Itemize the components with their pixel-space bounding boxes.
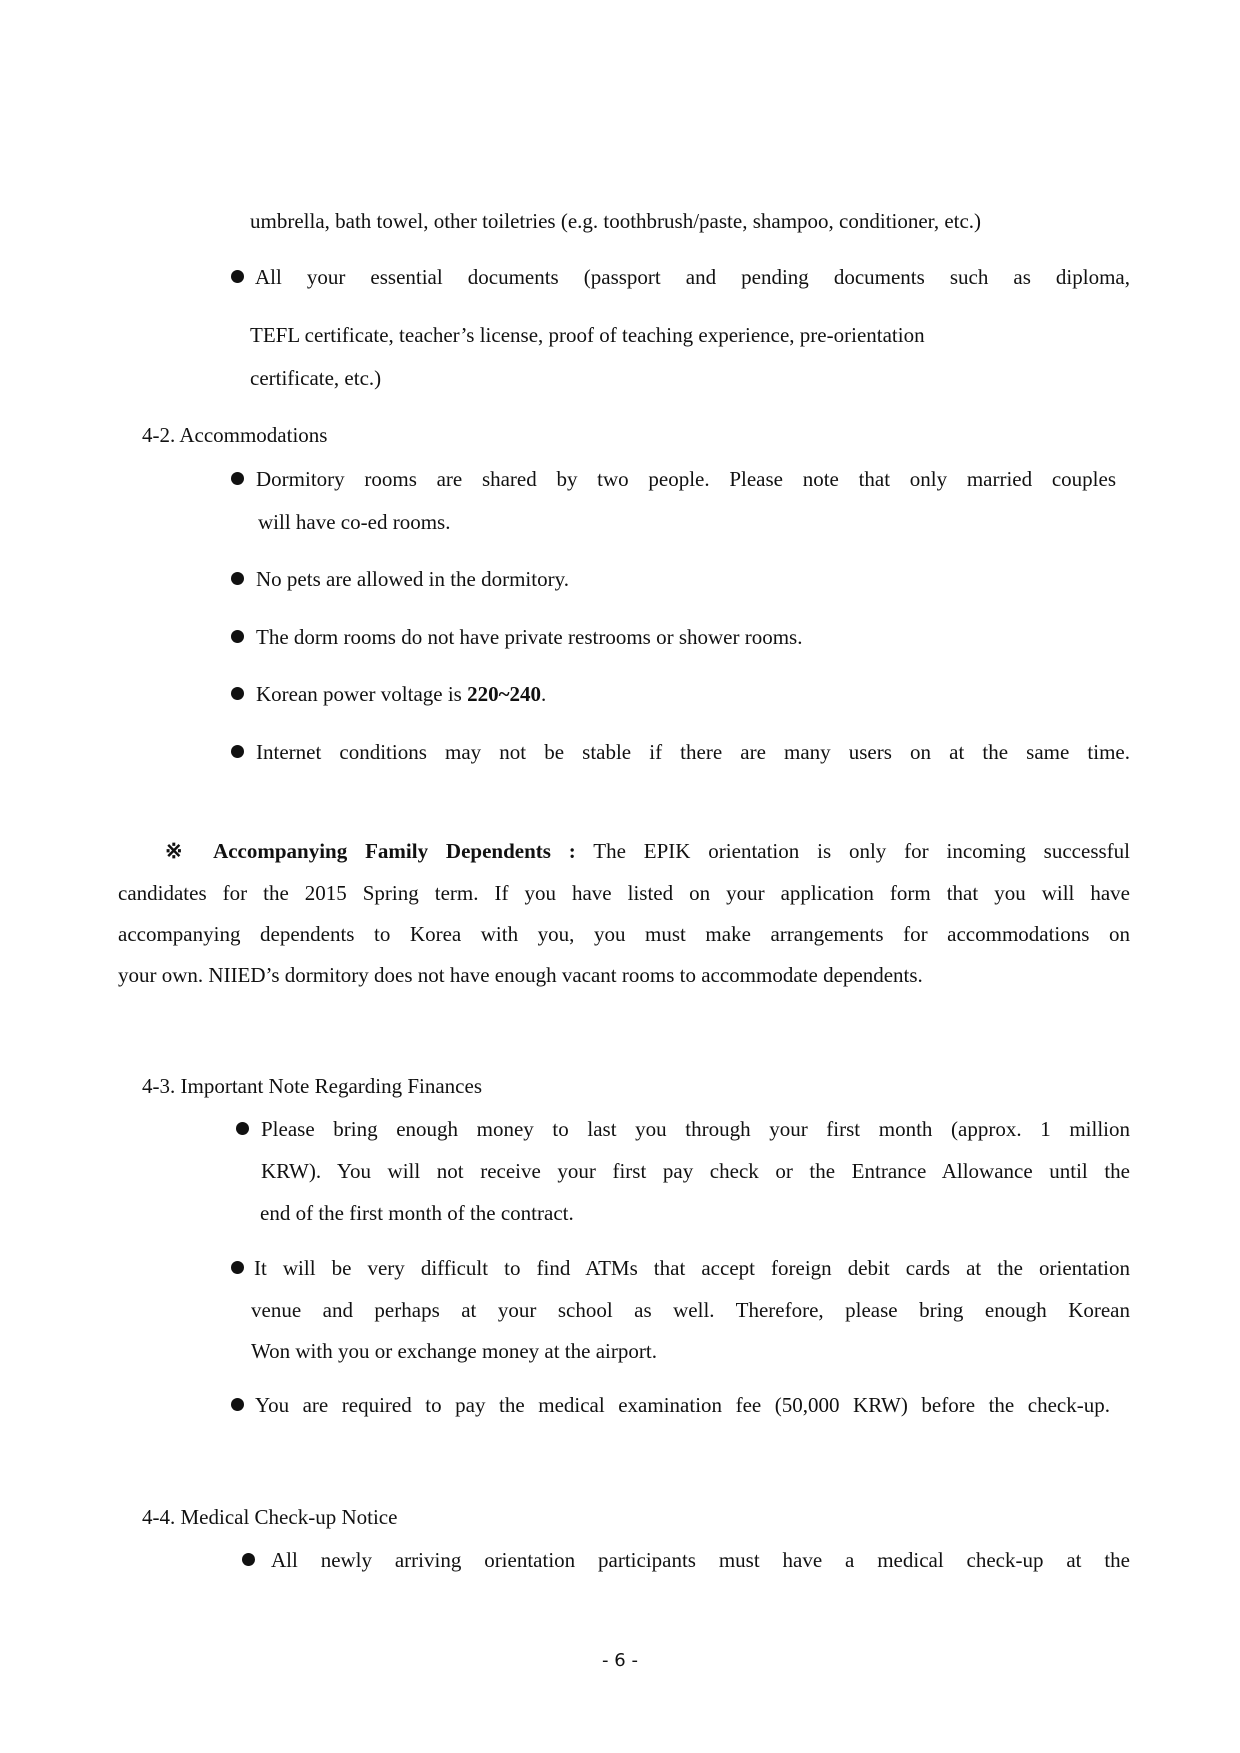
note-line xyxy=(165,839,1130,863)
note-line: accompanying dependents to Korea with you, you must make arrangements for accommodations on xyxy=(118,922,1130,946)
list-item-text: Please bring enough money to last you through your first month (approx. 1 million xyxy=(261,1117,1130,1141)
bullet-icon xyxy=(231,1398,244,1411)
bullet-icon xyxy=(231,745,244,758)
list-item-text: will have co-ed rooms. xyxy=(258,510,451,534)
list-item-text: It will be very difficult to find ATMs that accept foreign debit cards at the orientation xyxy=(254,1256,1130,1280)
list-item-text: No pets are allowed in the dormitory. xyxy=(256,567,569,591)
note-line: candidates for the 2015 Spring term. If you have listed on your application form that you will have xyxy=(118,881,1130,905)
voltage-value: 220~240 xyxy=(467,682,542,706)
note-line: your own. NIIED’s dormitory does not have enough vacant rooms to accommodate dependents. xyxy=(118,963,923,987)
section-heading: 4-3. Important Note Regarding Finances xyxy=(142,1074,482,1098)
bullet-icon xyxy=(231,472,244,485)
bullet-icon xyxy=(231,270,244,283)
list-item-text: TEFL certificate, teacher’s license, proof of teaching experience, pre-orientation xyxy=(250,323,925,347)
bullet-icon xyxy=(231,687,244,700)
text: The EPIK orientation is only for incoming successful xyxy=(575,839,1130,863)
list-item-text: Internet conditions may not be stable if there are many users on at the same time. xyxy=(256,740,1130,764)
bullet-icon xyxy=(242,1553,255,1566)
text: . xyxy=(541,682,547,706)
bullet-icon xyxy=(231,630,244,643)
section-heading: 4-4. Medical Check-up Notice xyxy=(142,1505,398,1529)
list-item-text: You are required to pay the medical examination fee (50,000 KRW) before the check-up. xyxy=(255,1393,1110,1417)
list-item-text: Dormitory rooms are shared by two people. Please note that only married couples xyxy=(256,467,1116,491)
page-number: - 6 - xyxy=(602,1650,638,1671)
reference-mark: ※ xyxy=(165,839,196,863)
list-item-text: All your essential documents (passport and pending documents such as diploma, xyxy=(255,265,1130,289)
bullet-icon xyxy=(231,1261,244,1274)
note-title: Accompanying Family Dependents : xyxy=(213,839,576,863)
list-item-text: The dorm rooms do not have private restrooms or shower rooms. xyxy=(256,625,803,649)
list-item-text: venue and perhaps at your school as well. Therefore, please bring enough Korean xyxy=(251,1298,1130,1322)
bullet-icon xyxy=(236,1122,249,1135)
bullet-icon xyxy=(231,572,244,585)
list-item-continuation: umbrella, bath towel, other toiletries (e.g. toothbrush/paste, shampoo, conditioner, etc.) xyxy=(250,209,982,233)
list-item-text: end of the first month of the contract. xyxy=(260,1201,574,1225)
list-item-text: certificate, etc.) xyxy=(250,366,382,390)
list-item-text: KRW). You will not receive your first pay check or the Entrance Allowance until the xyxy=(261,1159,1130,1183)
list-item-text: Won with you or exchange money at the airport. xyxy=(251,1339,657,1363)
text: Korean power voltage is xyxy=(256,682,468,706)
section-heading: 4-2. Accommodations xyxy=(142,423,328,447)
list-item-text xyxy=(256,682,546,706)
list-item-text: All newly arriving orientation participants must have a medical check-up at the xyxy=(271,1548,1130,1572)
